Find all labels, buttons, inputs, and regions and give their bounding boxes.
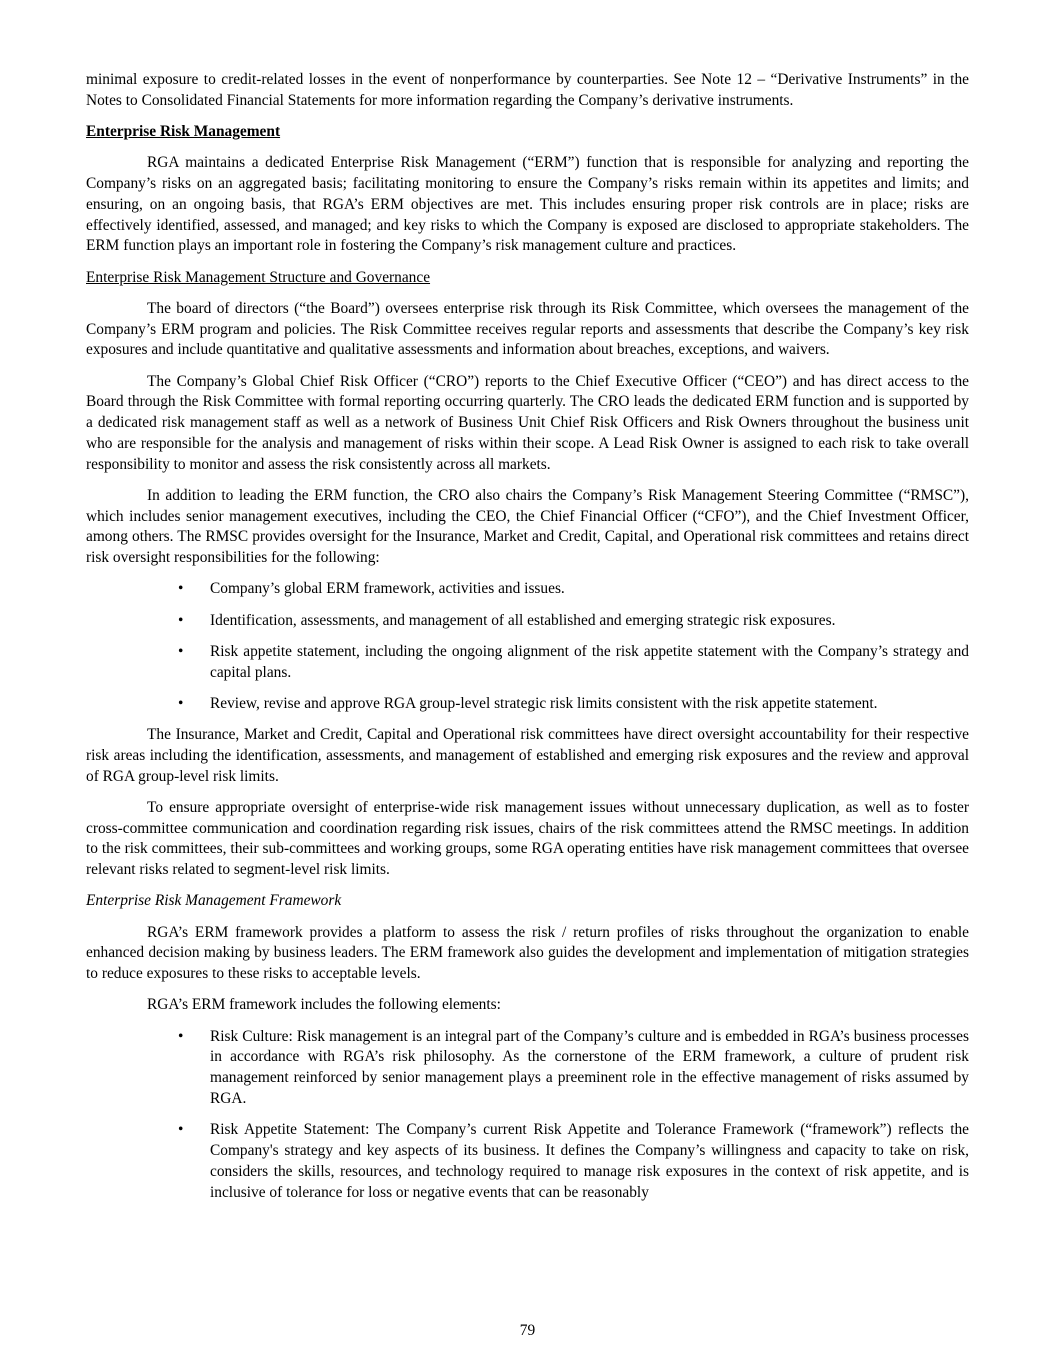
bullet-list [86,1027,969,1204]
list-item-text: Company’s global ERM framework, activities and issues. [210,580,565,598]
page-number: 79 [519,1322,536,1339]
list-item [86,1120,969,1203]
list-item-text: Review, revise and approve RGA group-level strategic risk limits consistent with the risk appetite statement. [210,694,878,712]
list-item [86,1027,969,1110]
list-item-text: Identification, assessments, and management of all established and emerging strategic risk exposures. [210,611,836,629]
section-heading: Enterprise Risk Management [86,122,281,140]
paragraph: The board of directors (“the Board”) oversees enterprise risk through its Risk Committee, which oversees the management of the Company’s ERM program and policies. The Risk Committee receives regular reports and assessments that describe the Company’s key risk exposures and include quantitative and qualitative assessments and information about breaches, exceptions, and waivers. [86,299,969,359]
bullet-icon: • [178,1121,184,1139]
list-item-text: Risk Appetite Statement: The Company’s current Risk Appetite and Tolerance Framework (“framework”) reflects the Company's strategy and key aspects of its business. It defines the Company’s willingness and capacity to take on risk, considers the skills, resources, and technology required to manage risk exposures in the context of risk appetite, and is inclusive of tolerance for loss or negative events that can be reasonably [210,1121,969,1201]
subsection-heading: Enterprise Risk Management Structure and Governance [86,268,431,286]
paragraph: In addition to leading the ERM function, the CRO also chairs the Company’s Risk Management Steering Committee (“RMSC”), which includes senior management executives, including the CEO, the Chief Financial Officer (“CFO”), and the Chief Investment Officer, among others. The RMSC provides oversight for the Insurance, Market and Credit, Capital, and Operational risk committees and retains direct risk oversight responsibilities for the following: [86,486,969,567]
bullet-icon: • [178,642,184,660]
paragraph: RGA’s ERM framework includes the following elements: [147,996,501,1014]
paragraph: To ensure appropriate oversight of enterprise-wide risk management issues without unnecessary duplication, as well as to foster cross-committee communication and coordination regarding risk issues, chairs of the risk committees attend the RMSC meetings. In addition to the risk committees, their sub-committees and working groups, some RGA operating entities have risk management committees that oversee relevant risks related to segment-level risk limits. [86,798,969,879]
bullet-icon: • [178,694,184,712]
paragraph: RGA’s ERM framework provides a platform to assess the risk / return profiles of risks throughout the organization to enable enhanced decision making by business leaders. The ERM framework also guides the development and implementation of mitigation strategies to reduce exposures to these risks to acceptable levels. [86,923,969,983]
subsection-heading: Enterprise Risk Management Framework [86,892,342,910]
paragraph: The Company’s Global Chief Risk Officer (“CRO”) reports to the Chief Executive Officer (“CEO”) and has direct access to the Board through the Risk Committee with formal reporting occurring quarterly. The CRO leads the dedicated ERM function and is supported by a dedicated risk management staff as well as a network of Business Unit Chief Risk Officers and Risk Owners throughout the business unit who are responsible for the analysis and management of risks within their scope. A Lead Risk Owner is assigned to each risk to take overall responsibility to monitor and assess the risk consistently across all markets. [86,372,969,473]
document-body [86,70,969,1214]
list-item-text: Risk appetite statement, including the ongoing alignment of the risk appetite statement with the Company’s strategy and capital plans. [210,642,969,681]
list-item [86,642,969,684]
bullet-icon: • [178,1027,184,1045]
bullet-list [86,579,969,714]
list-item [86,694,969,715]
paragraph: minimal exposure to credit-related losses in the event of nonperformance by counterparties. See Note 12 – “Derivative Instruments” in the Notes to Consolidated Financial Statements for more information regarding the Company’s derivative instruments. [86,71,969,109]
bullet-icon: • [178,611,184,629]
bullet-icon: • [178,580,184,598]
paragraph: The Insurance, Market and Credit, Capital and Operational risk committees have direct oversight accountability for their respective risk areas including the identification, assessments, and management of established and emerging risk exposures and the review and approval of RGA group-level risk limits. [86,726,969,785]
list-item [86,579,969,600]
list-item-text: Risk Culture: Risk management is an integral part of the Company’s culture and is embedded in RGA’s business processes in accordance with RGA’s risk philosophy. As the cornerstone of the ERM framework, a culture of prudent risk management reinforced by senior management plays a preeminent role in the effective management of risks assumed by RGA. [210,1027,969,1107]
list-item [86,611,969,632]
paragraph: RGA maintains a dedicated Enterprise Risk Management (“ERM”) function that is responsible for analyzing and reporting the Company’s risks on an aggregated basis; facilitating monitoring to ensure the Company’s risks remain within its appetites and limits; and ensuring, on an ongoing basis, that RGA’s ERM objectives are met. This includes ensuring proper risk controls are in place; risks are effectively identified, assessed, and managed; and key risks to which the Company is exposed are disclosed to appropriate stakeholders. The ERM function plays an important role in fostering the Company’s risk management culture and practices. [86,154,969,255]
